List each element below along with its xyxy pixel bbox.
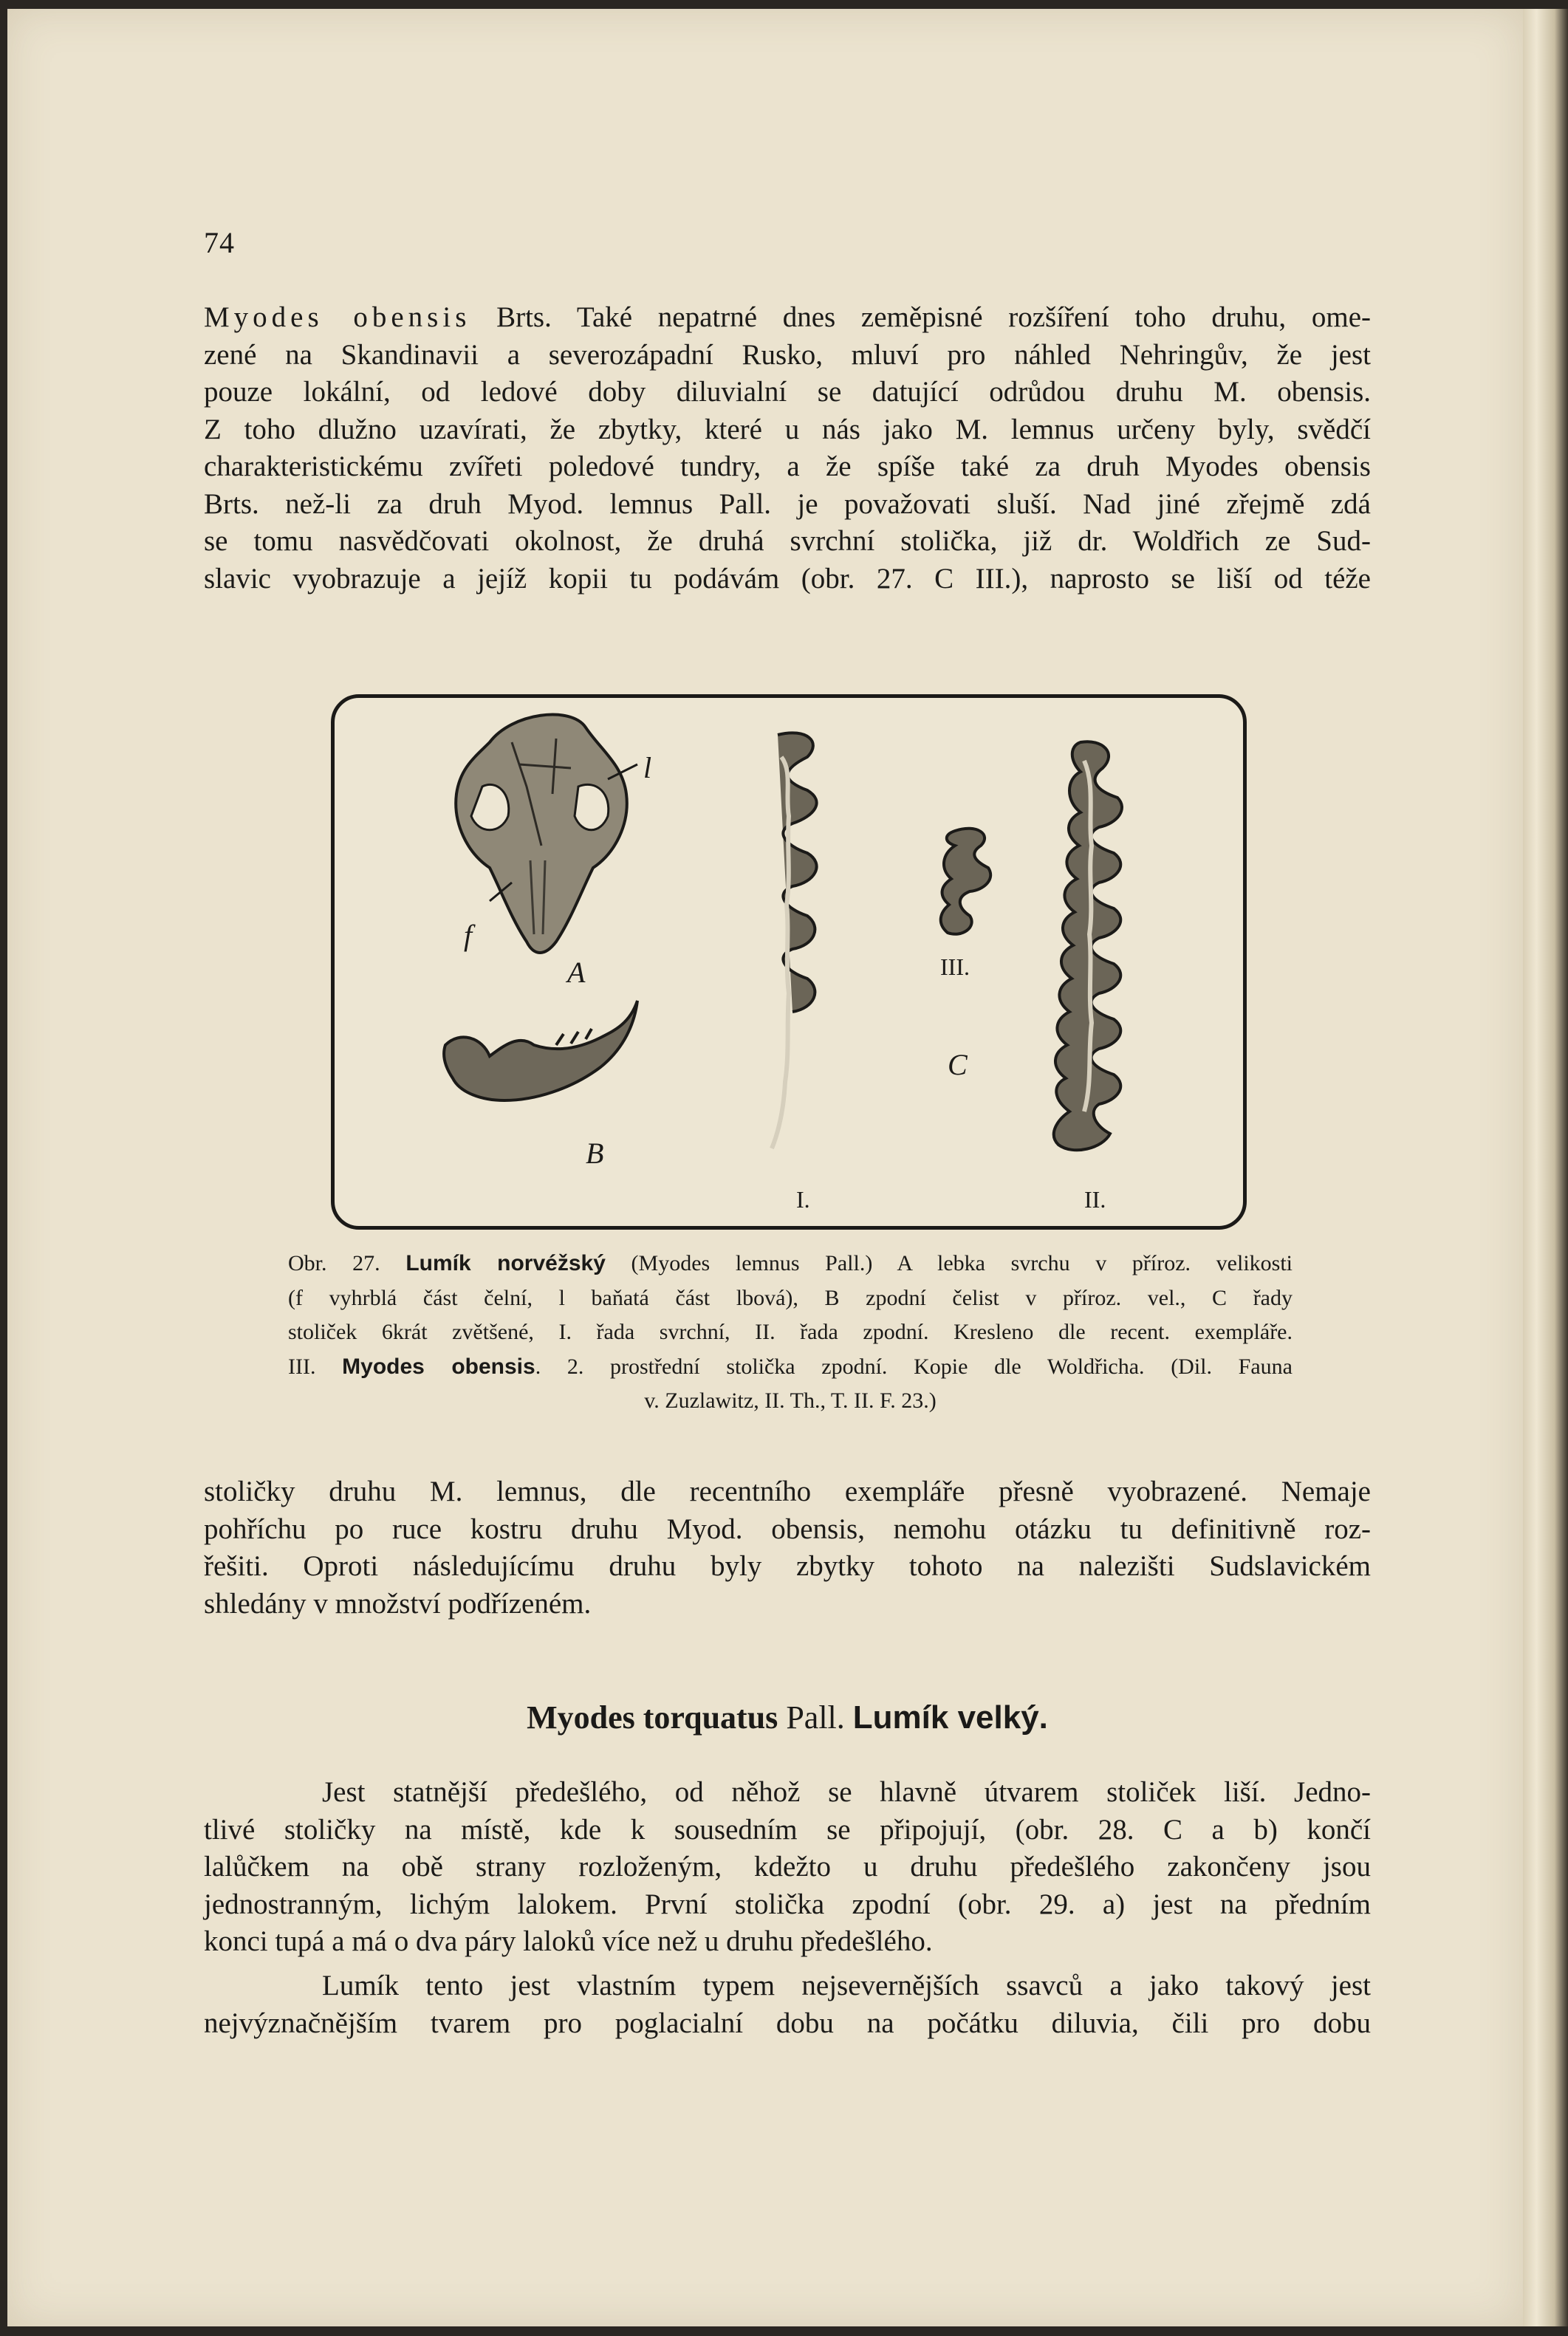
text-line: Myodes obensis Brts. Také nepatrné dnes zeměpisné rozšíření toho druhu, ome-	[204, 301, 1371, 333]
text-line: pouze lokální, od ledové doby diluvialní se datující odrůdou druhu M. obensis.	[204, 376, 1371, 408]
page-number: 74	[204, 226, 235, 259]
caption-line: Obr. 27. Lumík norvéžský (Myodes lemnus Pall.) A lebka svrchu v příroz. velikosti	[288, 1251, 1293, 1275]
label-l: l	[643, 751, 652, 784]
caption-line: stoliček 6krát zvětšené, I. řada svrchní, II. řada zpodní. Kresleno dle recent. exempláře.	[288, 1320, 1293, 1344]
paragraph-1	[204, 299, 1371, 597]
text-line: charakteristickému zvířeti poledové tundry, a že spíše také za druh Myodes obensis	[204, 451, 1371, 482]
figure-caption	[288, 1247, 1293, 1419]
caption-line: v. Zuzlawitz, II. Th., T. II. F. 23.)	[644, 1388, 937, 1413]
molar-iii	[941, 829, 990, 934]
text-line: konci tupá a má o dva páry laloků více než u druhu předešlého.	[204, 1925, 933, 1957]
section-heading	[204, 1699, 1371, 1736]
figure-27	[331, 694, 1247, 1230]
molar-row-ii	[1054, 741, 1122, 1150]
text-line: zené na Skandinavii a severozápadní Rusko, mluví pro náhled Nehringův, že jest	[204, 338, 1371, 371]
label-f: f	[464, 919, 473, 952]
label-b: B	[586, 1137, 604, 1170]
page-edge	[1523, 9, 1568, 2326]
skull-drawing	[456, 715, 637, 953]
text-line: Brts. než-li za druh Myod. lemnus Pall. je považovati sluší. Nad jiné zřejmě zdá	[204, 487, 1371, 520]
paragraph-4	[204, 1967, 1371, 2042]
species-name: Myodes obensis	[204, 301, 471, 333]
caption-species-obensis: Myodes obensis	[342, 1354, 535, 1379]
text-line: Jest statnější předešlého, od něhož se hlavně útvarem stoliček liší. Jedno-	[322, 1776, 1371, 1808]
figure-illustration	[335, 698, 1250, 1233]
heading-species: Myodes torquatus	[527, 1699, 778, 1736]
text-line: pohříchu po ruce kostru druhu Myod. obensis, nemohu otázku tu definitivně roz-	[204, 1513, 1371, 1545]
text-line: Z toho dlužno uzavírati, že zbytky, které u nás jako M. lemnus určeny byly, svědčí	[204, 413, 1371, 445]
paragraph-3	[204, 1774, 1371, 1961]
text-line: tlivé stoličky na místě, kde k sousedním se připojují, (obr. 28. C a b) končí	[204, 1813, 1371, 1846]
text-line: jednostranným, lichým lalokem. První stolička zpodní (obr. 29. a) jest na předním	[204, 1888, 1371, 1920]
caption-species-common: Lumík norvéžský	[405, 1251, 606, 1275]
text-line: slavic vyobrazuje a jejíž kopii tu podávám (obr. 27. C III.), naprosto se liší od téže	[204, 562, 1371, 595]
text-line: lalůčkem na obě strany rozloženým, kdežto u druhu předešlého zakončeny jsou	[204, 1851, 1371, 1883]
molar-row-i	[772, 733, 817, 1148]
heading-common-name: Lumík velký.	[852, 1699, 1048, 1736]
text-line: Lumík tento jest vlastním typem nejsevernějších ssavců a jako takový jest	[322, 1970, 1371, 2001]
text-line: nejvýznačnějším tvarem pro poglacialní dobu na počátku diluvia, čili pro dobu	[204, 2007, 1371, 2039]
label-ii: II.	[1084, 1186, 1106, 1213]
heading-author: Pall.	[778, 1699, 853, 1736]
text-line: shledány v množství podřízeném.	[204, 1587, 592, 1620]
label-iii: III.	[940, 953, 970, 980]
text-line: se tomu nasvědčovati okolnost, že druhá svrchní stolička, již dr. Woldřich ze Sud-	[204, 525, 1371, 557]
label-i: I.	[796, 1186, 810, 1213]
text-line: řešiti. Oproti následujícímu druhu byly zbytky tohoto na nalezišti Sudslavickém	[204, 1550, 1371, 1582]
caption-line: III. Myodes obensis. 2. prostřední stolička zpodní. Kopie dle Woldřicha. (Dil. Fauna	[288, 1354, 1293, 1379]
jaw-drawing	[444, 1001, 637, 1100]
paragraph-2	[204, 1473, 1371, 1623]
caption-line: (f vyhrblá část čelní, l baňatá část lbová), B zpodní čelist v příroz. vel., C řady	[288, 1285, 1293, 1310]
label-c: C	[948, 1048, 968, 1081]
text-line: stoličky druhu M. lemnus, dle recentního exempláře přesně vyobrazené. Nemaje	[204, 1476, 1371, 1507]
label-a: A	[567, 956, 586, 989]
